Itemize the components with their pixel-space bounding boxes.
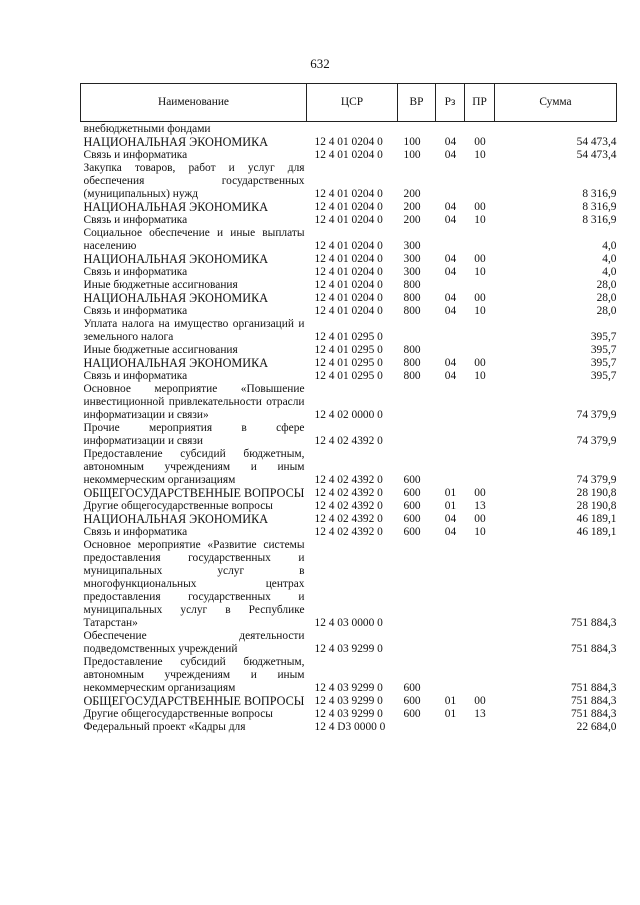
cell-name: Иные бюджетные ассигнования — [83, 344, 238, 356]
cell-name: НАЦИОНАЛЬНАЯ ЭКОНОМИКА — [83, 291, 268, 305]
cell-csr: 12 4 03 9299 0 — [314, 643, 383, 655]
table-row — [81, 149, 617, 162]
cell-sum: 22 684,0 — [576, 721, 617, 733]
cell-sum: 751 884,3 — [570, 695, 617, 707]
cell-pr: 10 — [474, 370, 486, 382]
cell-vr — [398, 539, 436, 630]
header-sum: Сумма — [495, 84, 617, 122]
table-row — [81, 656, 617, 695]
budget-table — [80, 83, 617, 734]
table-body — [81, 122, 617, 735]
cell-csr: 12 4 01 0295 0 — [314, 344, 383, 356]
cell-vr: 600 — [403, 474, 421, 486]
cell-vr — [398, 383, 436, 422]
cell-pr: 10 — [474, 149, 486, 161]
cell-csr: 12 4 02 4392 0 — [314, 500, 383, 512]
cell-name: Предоставление субсидий бюджетным, автономным учреждениям и иным некоммерческим организациям — [83, 448, 305, 486]
cell-csr: 12 4 01 0204 0 — [314, 266, 383, 278]
cell-csr — [307, 122, 398, 137]
cell-sum — [495, 122, 617, 137]
cell-pr: 10 — [474, 214, 486, 226]
table-row — [81, 122, 617, 137]
table-row — [81, 526, 617, 539]
table-row — [81, 383, 617, 422]
cell-rz — [436, 422, 465, 448]
cell-name: Связь и информатика — [83, 370, 188, 382]
cell-vr: 800 — [403, 357, 421, 369]
cell-name: Связь и информатика — [83, 214, 188, 226]
table-row — [81, 448, 617, 487]
cell-csr: 12 4 01 0204 0 — [314, 253, 383, 265]
cell-pr — [465, 422, 495, 448]
cell-name: Предоставление субсидий бюджетным, автономным учреждениям и иным некоммерческим организациям — [83, 656, 305, 694]
cell-name: Прочие мероприятия в сфере информатизации и связи — [83, 422, 305, 447]
table-row — [81, 370, 617, 383]
table-row — [81, 721, 617, 734]
cell-vr: 600 — [403, 513, 421, 525]
cell-rz: 04 — [444, 201, 457, 213]
cell-vr: 800 — [403, 305, 421, 317]
cell-pr: 10 — [474, 526, 486, 538]
cell-sum: 46 189,1 — [576, 526, 617, 538]
cell-pr — [465, 344, 495, 357]
cell-name: внебюджетными фондами — [83, 123, 211, 135]
cell-vr: 600 — [403, 487, 421, 499]
cell-csr: 12 4 03 0000 0 — [314, 617, 383, 629]
cell-vr: 300 — [403, 253, 421, 265]
cell-rz — [436, 227, 465, 253]
cell-rz: 04 — [444, 214, 457, 226]
cell-pr: 00 — [474, 695, 486, 707]
cell-sum: 8 316,9 — [582, 214, 617, 226]
table-row — [81, 253, 617, 266]
cell-rz: 01 — [444, 487, 457, 499]
header-name: Наименование — [81, 84, 307, 122]
cell-name: Связь и информатика — [83, 149, 188, 161]
header-rz: Рз — [436, 84, 465, 122]
cell-pr: 13 — [474, 500, 486, 512]
cell-rz: 04 — [444, 136, 457, 148]
cell-csr: 12 4 01 0204 0 — [314, 214, 383, 226]
header-pr: ПР — [465, 84, 495, 122]
cell-vr: 300 — [403, 266, 421, 278]
table-row — [81, 630, 617, 656]
table-row — [81, 136, 617, 149]
cell-sum: 28,0 — [596, 292, 617, 304]
cell-rz: 04 — [444, 266, 457, 278]
cell-rz: 01 — [444, 695, 457, 707]
cell-pr: 00 — [474, 292, 486, 304]
cell-csr: 12 4 02 4392 0 — [314, 526, 383, 538]
cell-pr — [465, 318, 495, 344]
table-row — [81, 513, 617, 526]
table-row — [81, 201, 617, 214]
cell-vr: 600 — [403, 682, 421, 694]
cell-vr — [398, 630, 436, 656]
cell-sum: 54 473,4 — [576, 136, 617, 148]
cell-pr: 00 — [474, 136, 486, 148]
cell-pr: 13 — [474, 708, 486, 720]
cell-csr: 12 4 03 9299 0 — [314, 708, 383, 720]
table-row — [81, 422, 617, 448]
cell-csr: 12 4 03 9299 0 — [314, 695, 383, 707]
table-row — [81, 357, 617, 370]
cell-vr: 200 — [403, 201, 421, 213]
cell-rz — [436, 344, 465, 357]
cell-name: Связь и информатика — [83, 266, 188, 278]
cell-pr — [465, 279, 495, 292]
cell-sum: 395,7 — [590, 370, 617, 382]
table-row — [81, 708, 617, 721]
cell-sum: 28 190,8 — [576, 500, 617, 512]
cell-csr: 12 4 01 0204 0 — [314, 240, 383, 252]
table-row — [81, 214, 617, 227]
table-row — [81, 292, 617, 305]
cell-csr: 12 4 D3 0000 0 — [314, 721, 386, 733]
table-row — [81, 162, 617, 201]
cell-csr: 12 4 01 0204 0 — [314, 292, 383, 304]
cell-pr: 10 — [474, 266, 486, 278]
cell-csr: 12 4 01 0204 0 — [314, 149, 383, 161]
table-row — [81, 305, 617, 318]
cell-rz — [436, 539, 465, 630]
cell-vr: 600 — [403, 500, 421, 512]
cell-csr: 12 4 02 4392 0 — [314, 513, 383, 525]
cell-rz — [436, 318, 465, 344]
table-row — [81, 695, 617, 708]
cell-rz: 04 — [444, 305, 457, 317]
cell-pr — [465, 122, 495, 137]
cell-sum: 74 379,9 — [576, 409, 617, 421]
cell-name: ОБЩЕГОСУДАРСТВЕННЫЕ ВОПРОСЫ — [83, 694, 305, 708]
cell-name: НАЦИОНАЛЬНАЯ ЭКОНОМИКА — [83, 252, 268, 266]
cell-vr: 800 — [403, 344, 421, 356]
cell-rz — [436, 630, 465, 656]
cell-sum: 751 884,3 — [570, 708, 617, 720]
cell-vr: 800 — [403, 370, 421, 382]
cell-pr — [465, 539, 495, 630]
cell-name: Обеспечение деятельности подведомственных учреждений — [83, 630, 305, 655]
cell-pr — [465, 721, 495, 734]
cell-sum: 74 379,9 — [576, 474, 617, 486]
cell-vr: 300 — [403, 240, 421, 252]
cell-name: Другие общегосударственные вопросы — [83, 708, 273, 720]
cell-sum: 8 316,9 — [582, 188, 617, 200]
cell-pr: 10 — [474, 305, 486, 317]
cell-name: Связь и информатика — [83, 305, 188, 317]
cell-vr: 100 — [403, 149, 421, 161]
cell-vr: 600 — [403, 526, 421, 538]
cell-csr: 12 4 01 0204 0 — [314, 305, 383, 317]
cell-name: Иные бюджетные ассигнования — [83, 279, 238, 291]
cell-csr: 12 4 01 0204 0 — [314, 201, 383, 213]
cell-csr: 12 4 02 4392 0 — [314, 474, 383, 486]
cell-pr — [465, 162, 495, 201]
cell-rz — [436, 279, 465, 292]
cell-vr: 600 — [403, 708, 421, 720]
cell-rz: 04 — [444, 526, 457, 538]
cell-pr: 00 — [474, 201, 486, 213]
cell-sum: 4,0 — [602, 240, 617, 252]
cell-pr — [465, 227, 495, 253]
cell-csr: 12 4 02 0000 0 — [314, 409, 383, 421]
cell-vr — [398, 318, 436, 344]
cell-vr — [398, 122, 436, 137]
cell-sum: 46 189,1 — [576, 513, 617, 525]
cell-vr — [398, 422, 436, 448]
cell-pr — [465, 656, 495, 695]
cell-rz — [436, 162, 465, 201]
cell-pr — [465, 448, 495, 487]
cell-vr: 800 — [403, 292, 421, 304]
cell-rz — [436, 383, 465, 422]
cell-name: Социальное обеспечение и иные выплаты населению — [83, 227, 305, 252]
cell-rz: 04 — [444, 253, 457, 265]
page-number: 632 — [310, 56, 330, 71]
cell-pr: 00 — [474, 253, 486, 265]
cell-vr: 800 — [403, 279, 421, 291]
table-row — [81, 227, 617, 253]
cell-sum: 74 379,9 — [576, 435, 617, 447]
cell-sum: 395,7 — [590, 331, 617, 343]
cell-rz: 04 — [444, 370, 457, 382]
cell-sum: 751 884,3 — [570, 617, 617, 629]
header-vr: ВР — [398, 84, 436, 122]
cell-rz: 04 — [444, 149, 457, 161]
cell-vr: 600 — [403, 695, 421, 707]
cell-pr — [465, 630, 495, 656]
cell-pr: 00 — [474, 513, 486, 525]
cell-name: ОБЩЕГОСУДАРСТВЕННЫЕ ВОПРОСЫ — [83, 486, 305, 500]
cell-sum: 8 316,9 — [582, 201, 617, 213]
cell-sum: 28,0 — [596, 305, 617, 317]
cell-name: НАЦИОНАЛЬНАЯ ЭКОНОМИКА — [83, 512, 268, 526]
cell-rz — [436, 721, 465, 734]
table-row — [81, 487, 617, 500]
cell-sum: 4,0 — [602, 266, 617, 278]
cell-csr: 12 4 01 0295 0 — [314, 370, 383, 382]
cell-sum: 395,7 — [590, 357, 617, 369]
table-header-row — [81, 84, 617, 122]
cell-name: Связь и информатика — [83, 526, 188, 538]
cell-pr: 00 — [474, 487, 486, 499]
cell-sum: 751 884,3 — [570, 682, 617, 694]
cell-sum: 4,0 — [602, 253, 617, 265]
cell-csr: 12 4 01 0204 0 — [314, 188, 383, 200]
cell-name: Основное мероприятие «Развитие системы предоставления государственных и муниципальных услуг в многофункциональных центрах предоставления государственных и муниципальных услуг в Республике Татарстан» — [83, 539, 305, 629]
header-csr: ЦСР — [307, 84, 398, 122]
cell-sum: 28,0 — [596, 279, 617, 291]
cell-name: Основное мероприятие «Повышение инвестиционной привлекательности отрасли информатизации и связи» — [83, 383, 305, 421]
cell-vr — [398, 721, 436, 734]
cell-name: Закупка товаров, работ и услуг для обеспечения государственных (муниципальных) нужд — [83, 162, 305, 200]
cell-csr: 12 4 01 0204 0 — [314, 279, 383, 291]
cell-rz: 01 — [444, 500, 457, 512]
table-row — [81, 318, 617, 344]
cell-name: Федеральный проект «Кадры для — [83, 721, 246, 733]
cell-sum: 28 190,8 — [576, 487, 617, 499]
table-row — [81, 539, 617, 630]
cell-name: Уплата налога на имущество организаций и земельного налога — [83, 318, 305, 343]
cell-csr: 12 4 02 4392 0 — [314, 487, 383, 499]
cell-vr: 200 — [403, 188, 421, 200]
cell-vr: 200 — [403, 214, 421, 226]
cell-rz: 04 — [444, 292, 457, 304]
cell-sum: 751 884,3 — [570, 643, 617, 655]
cell-name: НАЦИОНАЛЬНАЯ ЭКОНОМИКА — [83, 135, 268, 149]
cell-rz: 04 — [444, 357, 457, 369]
cell-csr: 12 4 03 9299 0 — [314, 682, 383, 694]
cell-rz — [436, 656, 465, 695]
cell-name: НАЦИОНАЛЬНАЯ ЭКОНОМИКА — [83, 356, 268, 370]
cell-csr: 12 4 01 0204 0 — [314, 136, 383, 148]
cell-csr: 12 4 01 0295 0 — [314, 357, 383, 369]
cell-rz: 04 — [444, 513, 457, 525]
cell-csr: 12 4 02 4392 0 — [314, 435, 383, 447]
cell-pr: 00 — [474, 357, 486, 369]
cell-vr: 100 — [403, 136, 421, 148]
cell-rz — [436, 122, 465, 137]
cell-sum: 54 473,4 — [576, 149, 617, 161]
cell-sum: 395,7 — [590, 344, 617, 356]
cell-name: Другие общегосударственные вопросы — [83, 500, 273, 512]
cell-rz — [436, 448, 465, 487]
cell-name: НАЦИОНАЛЬНАЯ ЭКОНОМИКА — [83, 200, 268, 214]
cell-rz: 01 — [444, 708, 457, 720]
cell-csr: 12 4 01 0295 0 — [314, 331, 383, 343]
table-row — [81, 266, 617, 279]
cell-pr — [465, 383, 495, 422]
